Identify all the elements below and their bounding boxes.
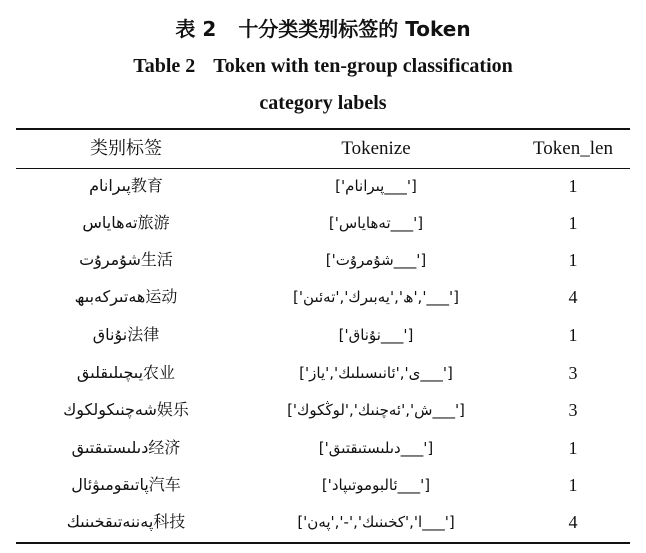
category-cell: تەھاياس旅游 xyxy=(82,213,170,232)
table-row xyxy=(16,168,630,204)
table-row xyxy=(16,242,630,278)
tokenize-cell: ['پىرانام___'] xyxy=(335,177,417,195)
tokenize-cell: ['نۇناق___'] xyxy=(338,326,414,344)
tokenize-cell: ['ش','ئەچنىك','لوڭكوك___'] xyxy=(287,401,465,419)
tokenize-cell: ['ا','كخىنىك','-','پەن___'] xyxy=(297,513,455,531)
category-cell: پاتىقومىۋئال汽车 xyxy=(71,475,181,494)
tokenize-cell: ['ئالبوموتىپاد___'] xyxy=(321,476,431,494)
token-len-cell: 3 xyxy=(568,363,578,383)
token-len-cell: 3 xyxy=(568,400,578,420)
token-len-cell: 4 xyxy=(568,512,578,532)
category-cell: پەننەتىقخىنىك科技 xyxy=(66,512,186,531)
tokenize-cell: ['شۇمرۇت___'] xyxy=(325,251,427,269)
table-row xyxy=(16,467,630,503)
table-header xyxy=(16,130,630,168)
caption-english-title: Token with ten-group classification xyxy=(213,55,513,77)
tokenize-cell: ['تەھاياس___'] xyxy=(328,214,424,232)
category-cell: شۇمرۇت生活 xyxy=(79,250,173,269)
tokenize-cell: ['ى','ئانىسىلىك','ياز___'] xyxy=(299,364,453,382)
category-cell: پىرانام教育 xyxy=(89,176,163,195)
token-len-cell: 1 xyxy=(568,325,578,345)
table-row xyxy=(16,205,630,241)
table-row xyxy=(16,430,630,466)
caption-english-line2: category labels xyxy=(259,92,387,114)
table-row xyxy=(16,279,630,315)
category-cell: نۇناق法律 xyxy=(92,325,160,344)
token-len-cell: 1 xyxy=(568,176,578,196)
category-cell: شەچنىكولكوك娱乐 xyxy=(63,400,189,419)
header-token-len: Token_len xyxy=(533,138,613,159)
table-row xyxy=(16,317,630,353)
token-len-cell: 1 xyxy=(568,250,578,270)
token-len-cell: 1 xyxy=(568,213,578,233)
table-body xyxy=(16,168,630,542)
category-cell: يىچىلىقلىق农业 xyxy=(76,363,176,382)
header-category: 类别标签 xyxy=(90,138,162,159)
caption-chinese-number: 表 2 xyxy=(175,17,217,41)
table-row xyxy=(16,355,630,391)
token-len-cell: 1 xyxy=(568,475,578,495)
caption-english-number: Table 2 xyxy=(133,55,196,77)
caption-english-line1 xyxy=(0,55,646,78)
table-bottom-rule xyxy=(16,542,630,544)
tokenize-cell: ['ھ','ي​ەبىرك','تەئىن','___'] xyxy=(293,288,459,306)
table-row xyxy=(16,504,630,540)
caption-chinese xyxy=(0,13,646,42)
token-len-cell: 1 xyxy=(568,438,578,458)
category-cell: ھەتىركەبىھ运动 xyxy=(74,287,178,306)
caption-chinese-title: 十分类类别标签的 Token xyxy=(238,17,471,41)
tokenize-cell: ['دىلىستىقتىق___'] xyxy=(318,439,434,457)
table-row xyxy=(16,392,630,428)
header-tokenize: Tokenize xyxy=(341,138,411,159)
token-len-cell: 4 xyxy=(568,287,578,307)
category-cell: دىلىستىقتىق经济 xyxy=(71,438,181,457)
